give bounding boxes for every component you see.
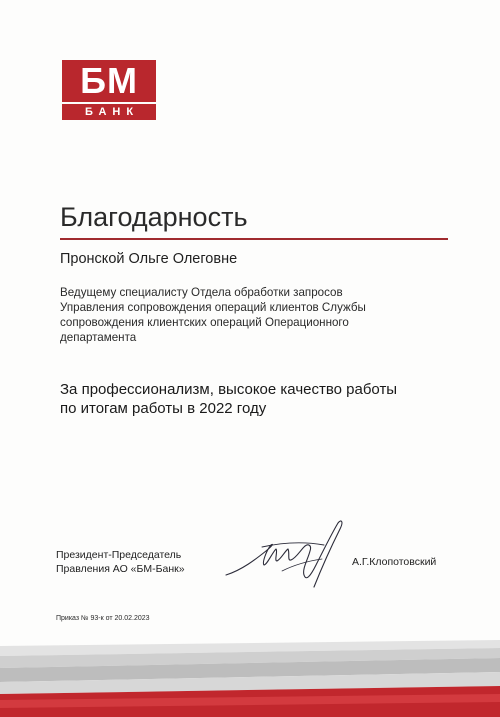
recipient-name: Пронской Ольге Олеговне	[60, 251, 238, 267]
signer-role-line: Президент-Председатель	[56, 549, 182, 561]
reason-line: по итогам работы в 2022 году	[60, 400, 267, 417]
decorative-bottom-stripes	[0, 636, 500, 717]
reason-line: За профессионализм, высокое качество работы	[60, 381, 398, 398]
signer-role	[56, 548, 185, 576]
signer-role-line: Правления АО «БМ-Банк»	[56, 563, 185, 575]
title-divider	[60, 238, 448, 240]
position-line: Ведущему специалисту Отдела обработки запросов	[60, 286, 343, 299]
logo-word: БАНК	[62, 104, 156, 120]
gratitude-reason	[60, 380, 460, 418]
signer-name: А.Г.Клопотовский	[352, 556, 437, 568]
position-line: сопровождения клиентских операций Операционного	[60, 316, 349, 329]
recipient-position	[60, 285, 440, 345]
bm-bank-logo	[62, 60, 156, 120]
position-line: департамента	[60, 331, 137, 344]
position-line: Управления сопровождения операций клиентов Службы	[60, 301, 366, 314]
logo-mark: БМ	[62, 60, 156, 102]
order-reference: Приказ № 93-к от 20.02.2023	[56, 615, 150, 622]
document-title: Благодарность	[60, 202, 248, 232]
handwritten-signature	[222, 515, 352, 593]
